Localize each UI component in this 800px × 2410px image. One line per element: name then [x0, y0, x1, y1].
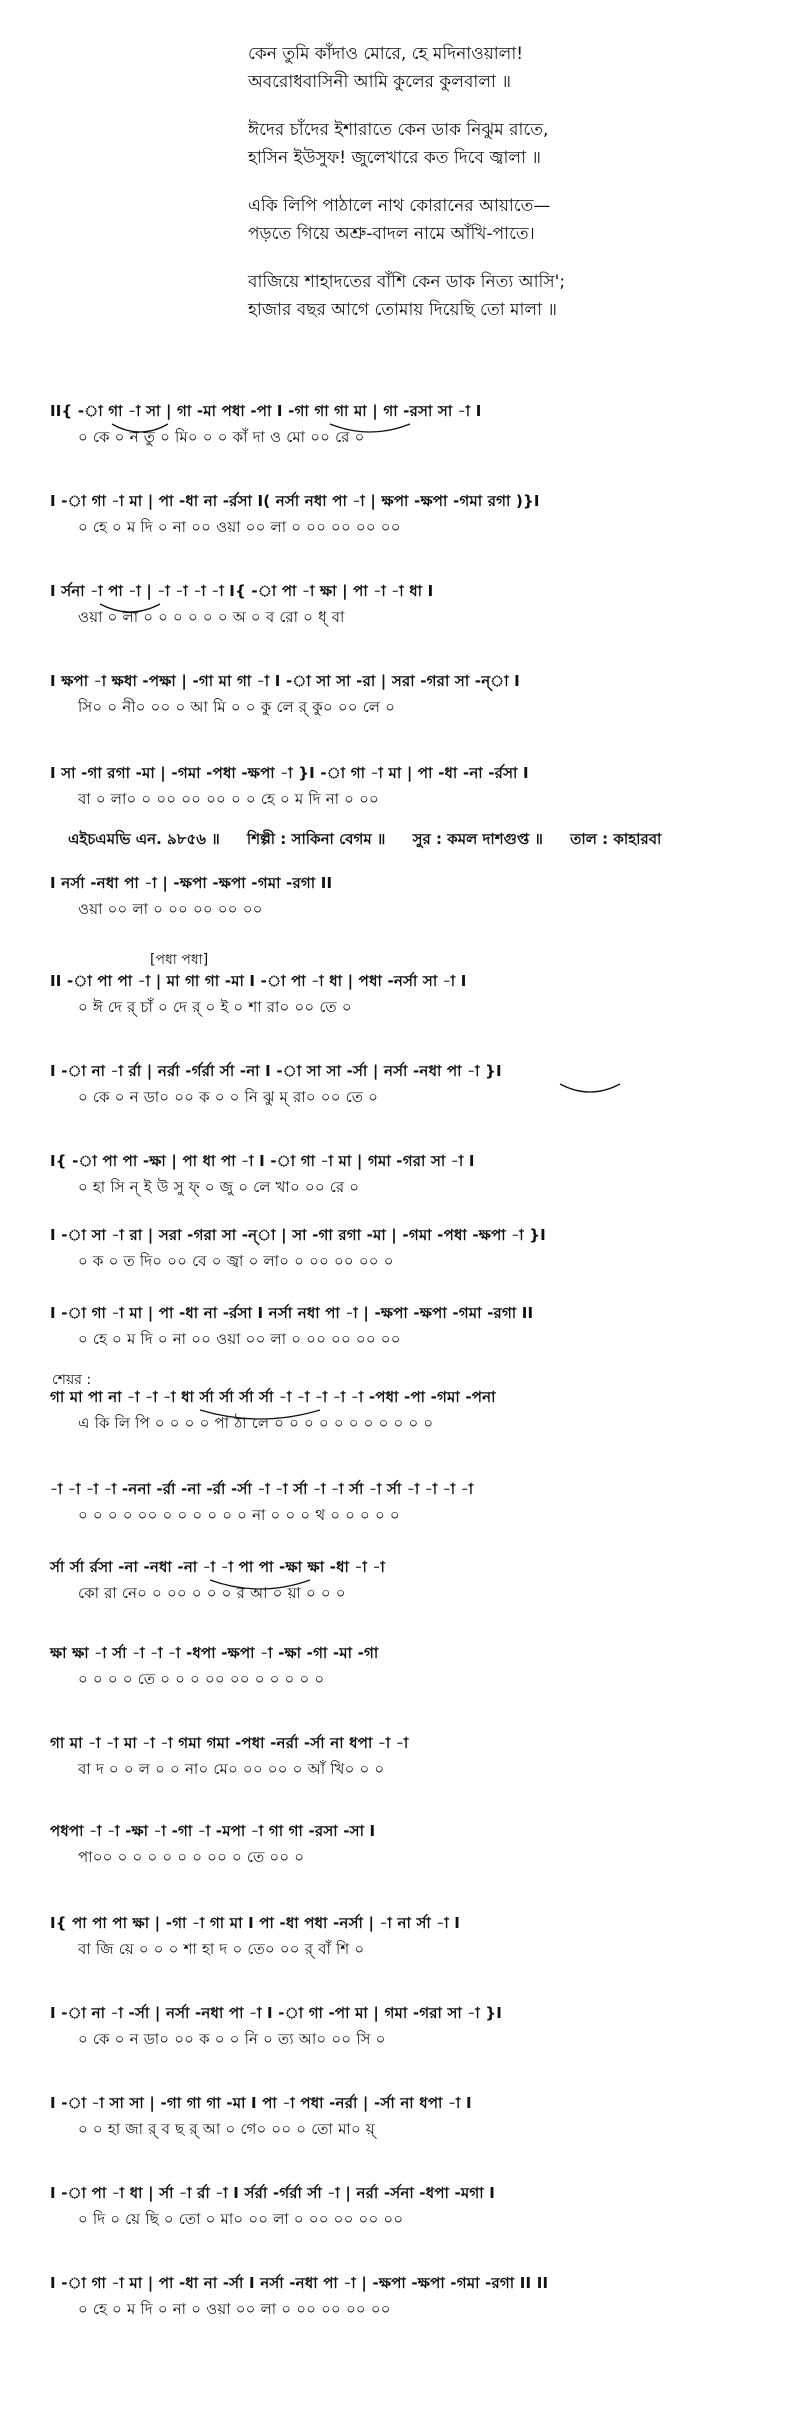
record-number: এইচএমভি এন. ৯৮৫৬ ॥: [68, 830, 220, 848]
notation-lyrics: ওয়া ০ লা ০ ০ ০ ০ ০ ০ অ ০ ব রো ০ ধ্ বা: [78, 608, 345, 626]
notation-notes: র্সা র্সা র্রসা -না -নধা -না -া -া পা পা -ক্ষা ক্ষা -ধা -া -া: [50, 1558, 385, 1576]
notation-notes: I -া গা -া মা | পা -ধা না -র্সা I নর্সা -নধা পা -া | -ক্ষপা -ক্ষপা -গমা -রগা II II: [50, 2274, 549, 2292]
notation-notes: I সা -গা রগা -মা | -গমা -পধা -ক্ষপা -া }I -া গা -া মা | পা -ধা -না -র্রসা I: [50, 764, 529, 782]
poem-line: ঈদের চাঁদের ইশারাতে কেন ডাক নিঝুম রাতে,: [248, 120, 549, 140]
notation-notes: II{ -া গা -া সা | গা -মা পধা -পা I -গা গা গা মা | গা -রসা সা -া I: [50, 402, 482, 420]
notation-notes: I -া সা -া রা | সরা -গরা সা -ন্া | সা -গা রগা -মা | -গমা -পধা -ক্ষপা -া }I: [50, 1226, 546, 1244]
poem-line: পড়তে গিয়ে অশ্রু-বাদল নামে আঁখি-পাতে।: [248, 224, 535, 244]
notation-notes: I -া -া সা সা | -গা গা গা -মা I পা -া পধা -নর্রা | -র্সা না ধপা -া I: [50, 2094, 472, 2112]
notation-row: [50, 488, 780, 540]
notation-lyrics: ০ ০ হা জা র্ ব ছ র্ আ ০ গে০ ০০ ০ তো মা০ য়্: [78, 2120, 375, 2138]
notation-notes: I র্সনা -া পা -া | -া -া -া -া I{ -া পা -া ক্ষা | পা -া -া ধা I: [50, 582, 434, 600]
notation-lyrics: এ কি লি পি ০ ০ ০ ০ পা ঠা লে ০ ০ ০ ০ ০ ০ ০ ০ ০ ০ ০: [78, 1414, 434, 1432]
notation-notes: গা মা -া -া মা -া -া গমা গমা -পধা -নর্রা -র্সা না ধপা -া -া: [50, 1734, 409, 1752]
notation-row: [50, 1730, 780, 1782]
song-info: [68, 828, 768, 853]
notation-row: [50, 1058, 780, 1110]
notation-notes: I নর্সা -নধা পা -া | -ক্ষপা -ক্ষপা -গমা -রগা II: [50, 874, 333, 892]
notation-row: [50, 2180, 780, 2232]
notation-lyrics: ০ কে ০ ন ডা০ ০০ ক ০ ০ নি ঝু ম্ রা০ ০০ তে ০: [78, 1088, 379, 1106]
notation-lyrics: বা দ ০ ০ ল ০ ০ না০ মে০ ০০ ০০ ০ আঁ খি০ ০ ০: [78, 1760, 385, 1778]
notation-lyrics: পা০০ ০ ০ ০ ০ ০ ০ ০০ ০ তে ০০ ০: [78, 1848, 305, 1866]
notation-lyrics: ০ ক ০ ত দি০ ০০ বে ০ জ্বা ০ লা০ ০ ০০ ০০ ০০ ০: [78, 1252, 394, 1270]
poem-line: একি লিপি পাঠালে নাথ কোরানের আয়াতে—: [248, 196, 551, 216]
poem-line: বাজিয়ে শাহাদতের বাঁশি কেন ডাক নিত্য আসি';: [248, 272, 566, 292]
notation-notes: II -া পা পা -া | মা গা গা -মা I -া পা -া ধা | পধা -নর্সা সা -া I: [50, 972, 467, 990]
notation-notes: ক্ষা ক্ষা -া র্সা -া -া -া -ধপা -ক্ষপা -া -ক্ষা -গা -মা -গা: [50, 1644, 379, 1662]
poem-stanza-3: [248, 192, 768, 248]
poem-line: অবরোধবাসিনী আমি কুলের কুলবালা ॥: [248, 72, 511, 92]
notation-lyrics: সি০ ০ নী০ ০০ ০ আ মি ০ ০ কু লে র্ কু০ ০০ লে ০: [78, 698, 396, 716]
notation-row: [50, 2090, 780, 2142]
notation-lyrics: ০ হে ০ ম দি ০ না ০ ওয়া ০০ লা ০ ০০ ০০ ০০ ০০: [78, 2300, 391, 2318]
notation-row: [50, 2270, 780, 2322]
notation-row: [50, 1910, 780, 1962]
notation-row: [50, 870, 780, 922]
notation-row: [50, 1222, 780, 1274]
notation-row: [50, 578, 780, 630]
notation-row: [50, 1554, 780, 1606]
notation-lyrics: ০ ঈ দে র্ চাঁ ০ দে র্ ০ ই ০ শা রা০ ০০ তে ০: [78, 998, 352, 1016]
notation-notes: I -া না -া র্রা | নর্রা -র্গর্রা র্সা -না I -া সা সা -র্সা | নর্সা -নধা পা -া }I: [50, 1062, 502, 1080]
notation-row: [50, 1476, 780, 1528]
poem-stanza-2: [248, 116, 768, 172]
notation-row: [50, 1148, 780, 1200]
notation-lyrics: ০ কে ০ ন ডা০ ০০ ক ০ ০ নি ০ ত্য আ০ ০০ সি ০: [78, 2030, 386, 2048]
notation-lyrics: ০ হে ০ ম দি ০ না ০০ ওয়া ০০ লা ০ ০০ ০০ ০০ ০০: [78, 518, 401, 536]
notation-row: [50, 1384, 780, 1436]
taal: তাল : কাহারবা: [570, 830, 662, 848]
notation-lyrics: বা জি য়ে ০ ০ ০ শা হা দ ০ তে০ ০০ র্ বাঁ শি ০: [78, 1940, 365, 1958]
poem-line: হাজার বছর আগে তোমায় দিয়েছি তো মালা ॥: [248, 300, 558, 320]
notation-lyrics: ০ কে ০ ন তু ০ মি০ ০ ০ কাঁ দা ও মো ০০ রে ০: [78, 428, 365, 446]
notation-lyrics: ০ ০ ০ ০ ০০ ০ ০ ০ ০ ০ ০ না ০ ০ ০ থ ০ ০ ০ ০ ০: [78, 1506, 400, 1524]
notation-lyrics: ওয়া ০০ লা ০ ০০ ০০ ০০ ০০: [78, 900, 263, 918]
notation-lyrics: কো রা নে০ ০ ০০ ০ ০ ০ র আ ০ য়া ০ ০ ০: [78, 1584, 346, 1602]
notation-lyrics: ০ দি ০ য়ে ছি ০ তো ০ মা০ ০০ লা ০ ০০ ০০ ০০ ০০: [78, 2210, 404, 2228]
notation-row: [50, 1818, 780, 1870]
notation-row: [50, 398, 780, 450]
notation-lyrics: ০ ০ ০ ০ তে ০ ০ ০ ০০ ০০ ০ ০ ০ ০ ০: [78, 1670, 325, 1688]
notation-notes: I -া পা -া ধা | র্সা -া র্রা -া I র্সর্রা -র্গর্রা র্সা -া | নর্রা -র্সনা -ধপা -মগা I: [50, 2184, 496, 2202]
notation-notes: I{ -া পা পা -ক্ষা | পা ধা পা -া I -া গা -া মা | গমা -গরা সা -া I: [50, 1152, 475, 1170]
notation-notes: I -া না -া -র্সা | নর্সা -নধা পা -া I -া গা -পা মা | গমা -গরা সা -া }I: [50, 2004, 503, 2022]
notation-notes: গা মা পা না -া -া -া ধা র্সা র্সা র্সা র্সা -া -া -া -া -া -পধা -পা -গমা -পনা: [50, 1388, 496, 1406]
notation-row: [50, 668, 780, 720]
poem-stanza-1: [248, 40, 768, 96]
composer: সুর : কমল দাশগুপ্ত ॥: [412, 830, 543, 848]
poem-line: হাসিন ইউসুফ! জুলেখারে কত দিবে জ্বালা ॥: [248, 148, 542, 168]
notation-row: [50, 968, 780, 1020]
notation-row: [50, 1640, 780, 1692]
notation-row: [50, 2000, 780, 2052]
notation-row: [50, 1300, 780, 1352]
notation-lyrics: বা ০ লা০ ০ ০০ ০০ ০০ ০ ০ হে ০ ম দি না ০ ০০: [78, 790, 380, 808]
notation-lyrics: ০ হা সি ন্ ই উ সু ফ্ ০ জু ০ লে খা০ ০০ রে ০: [78, 1178, 360, 1196]
notation-notes: -া -া -া -া -ননা -র্রা -না -র্রা -র্সা -া -া র্সা -া -া র্সা -া র্সা -া -া -া -া: [50, 1480, 474, 1498]
notation-row: [50, 760, 780, 812]
variant-heading: [পধা পধা]: [150, 952, 209, 968]
notation-notes: I{ পা পা পা ক্ষা | -গা -া গা মা I পা -ধা পধা -নর্সা | -া না র্সা -া I: [50, 1914, 461, 1932]
notation-notes: I -া গা -া মা | পা -ধা না -র্রসা I নর্সা নধা পা -া | -ক্ষপা -ক্ষপা -গমা -রগা II: [50, 1304, 534, 1322]
sheyar-heading: শেয়র :: [52, 1372, 92, 1388]
notation-notes: I ক্ষপা -া ক্ষধা -পক্ষা | -গা মা গা -া I -া সা সা -রা | সরা -গরা সা -ন্া I: [50, 672, 520, 690]
notation-notes: I -া গা -া মা | পা -ধা না -র্রসা I( নর্সা নধা পা -া | ক্ষপা -ক্ষপা -গমা রগা )}I: [50, 492, 540, 510]
notation-lyrics: ০ হে ০ ম দি ০ না ০০ ওয়া ০০ লা ০ ০০ ০০ ০০ ০০: [78, 1330, 401, 1348]
notation-notes: পধপা -া -া -ক্ষা -া -গা -া -মপা -া গা গা -রসা -সা I: [50, 1822, 376, 1840]
poem-stanza-4: [248, 268, 768, 324]
singer: শিল্পী : সাকিনা বেগম ॥: [246, 830, 386, 848]
poem-line: কেন তুমি কাঁদাও মোরে, হে মদিনাওয়ালা!: [248, 44, 524, 64]
